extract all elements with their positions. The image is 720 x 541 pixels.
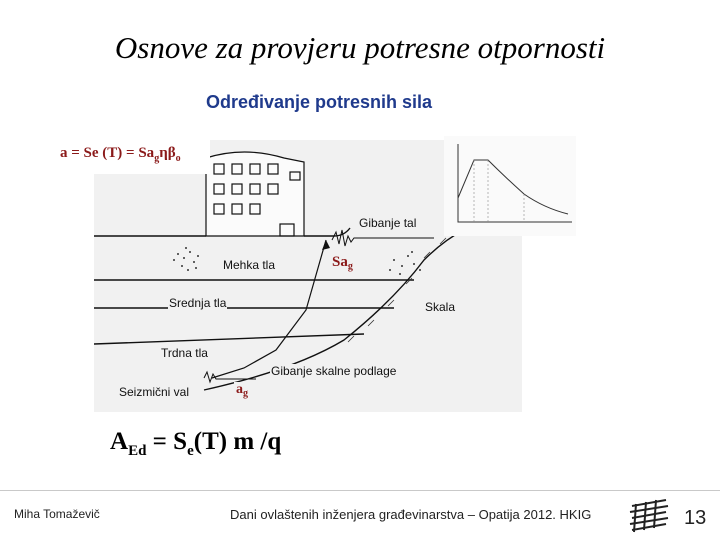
formula-top-eta-beta: ηβ — [159, 145, 176, 161]
label-gibanje-skalne-podlage: Gibanje skalne podlage — [271, 364, 397, 378]
label-mehka-tla: Mehka tla — [223, 258, 276, 272]
label-srednja-tla: Srednja tla — [169, 296, 227, 310]
slide-title: Osnove za provjeru potresne otpornosti — [114, 30, 606, 65]
label-gibanje-tal: Gibanje tal — [359, 216, 417, 230]
label-seizmicni-val: Seizmični val — [119, 385, 190, 399]
ag-label — [234, 382, 250, 399]
label-trdna-tla: Trdna tla — [161, 346, 208, 360]
footer-conference: Dani ovlaštenih inženjera građevinarstva – Opatija 2012. HKIG — [230, 507, 592, 522]
ag-sub: g — [243, 388, 248, 399]
sag-base: Sa — [332, 254, 348, 270]
building-drawing — [206, 152, 304, 236]
formula-main-a-sub: Ed — [128, 443, 147, 459]
formula-top-sub-o: o — [175, 153, 181, 164]
soil-dots — [173, 247, 421, 275]
response-spectrum-thumbnail — [444, 136, 576, 236]
formula-top-sub-g: g — [154, 153, 160, 164]
label-skala: Skala — [425, 300, 456, 314]
formula-main-eq: = S — [146, 428, 188, 455]
sag-sub: g — [347, 261, 353, 272]
page-number: 13 — [684, 507, 707, 529]
formula-main-s-sub: e — [187, 443, 194, 459]
ag-base: a — [236, 382, 243, 397]
formula-top-main: a = Se (T) = Sa — [60, 145, 155, 161]
spectral-acceleration-formula — [60, 140, 210, 174]
footer-divider — [0, 490, 720, 491]
formula-main-rest: (T) m /q — [193, 428, 282, 455]
hkig-logo-icon — [626, 496, 674, 541]
formula-main-a: A — [110, 428, 129, 455]
footer-author: Miha Tomaževič — [14, 507, 100, 521]
design-force-formula — [110, 428, 281, 460]
subtitle-text: Određivanje potresnih sila — [206, 92, 433, 112]
spectrum-drawing — [444, 136, 576, 236]
sag-label — [330, 254, 355, 272]
